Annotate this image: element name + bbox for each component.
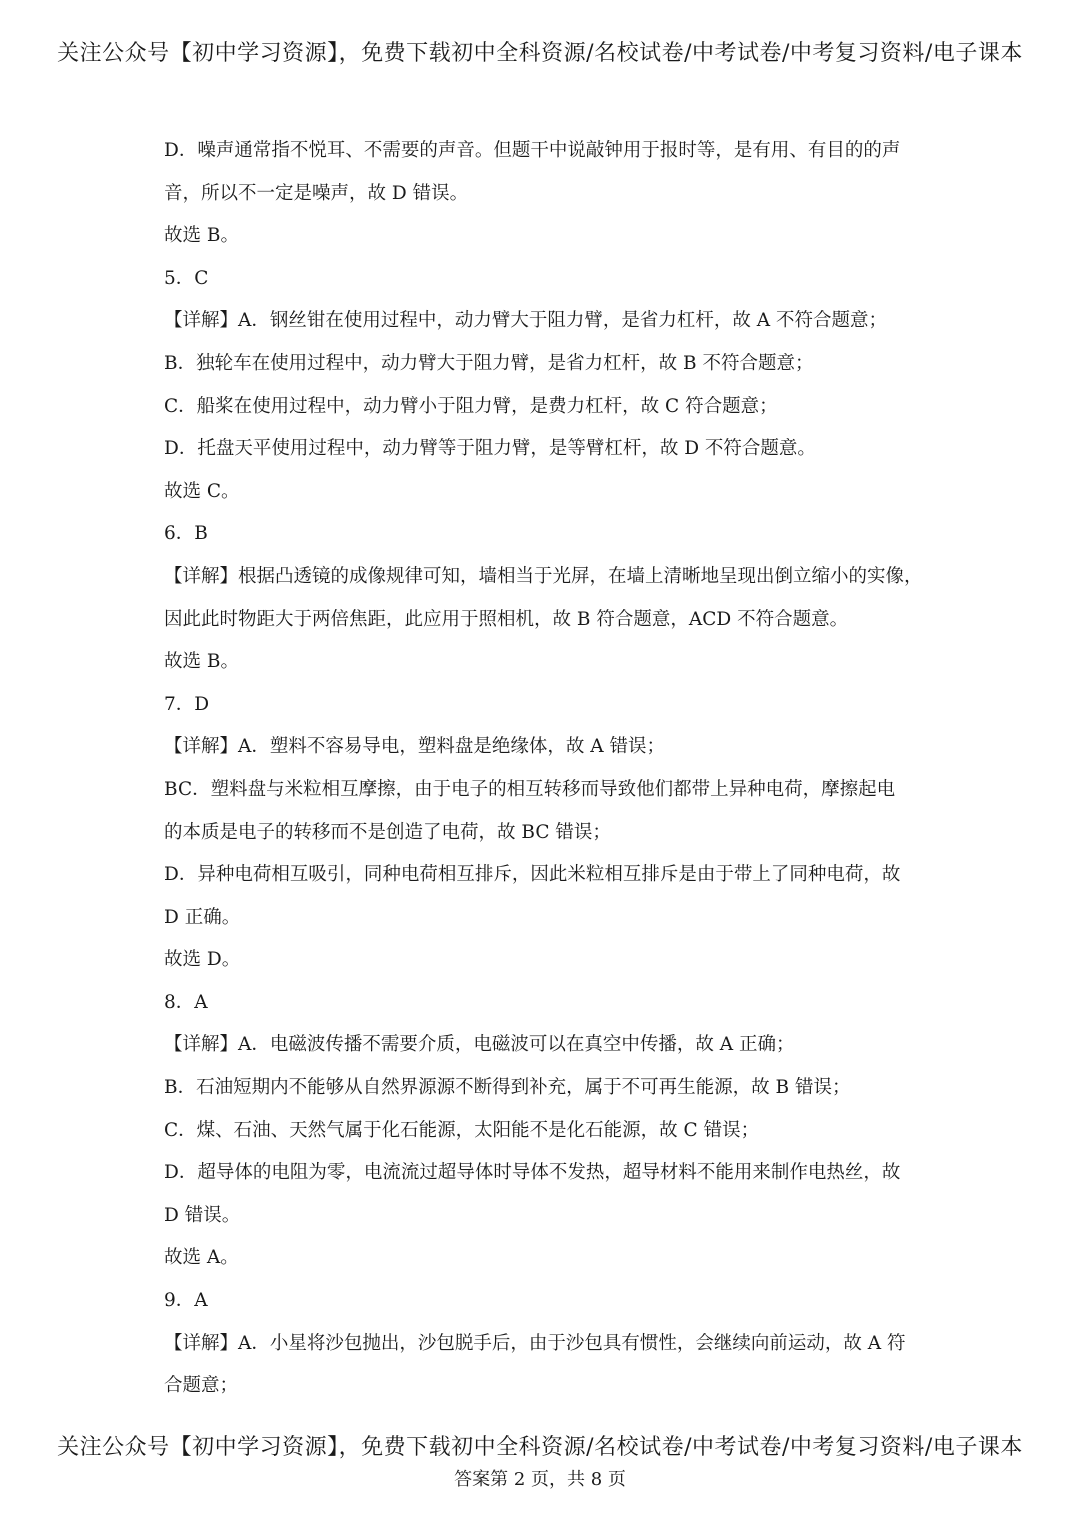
text-line: 【详解】A．小星将沙包抛出，沙包脱手后，由于沙包具有惯性，会继续向前运动，故 A 符 xyxy=(164,1332,906,1354)
text-line: C．船桨在使用过程中，动力臂小于阻力臂，是费力杠杆，故 C 符合题意； xyxy=(164,395,778,417)
text-line: D．异种电荷相互吸引，同种电荷相互排斥，因此米粒相互排斥是由于带上了同种电荷，故 xyxy=(164,864,901,886)
text-line: D．噪声通常指不悦耳、不需要的声音。但题干中说敲钟用于报时等，是有用、有目的的声 xyxy=(164,140,901,161)
text-line: D 正确。 xyxy=(164,906,241,928)
answer-content xyxy=(164,136,924,1414)
text-line: 故选 C。 xyxy=(164,480,240,502)
text-line: BC．塑料盘与米粒相互摩擦，由于电子的相互转移而导致他们都带上异种电荷，摩擦起电 xyxy=(164,778,896,800)
text-line: 因此此时物距大于两倍焦距，此应用于照相机，故 B 符合题意，ACD 不符合题意。 xyxy=(164,608,849,630)
text-line: D．超导体的电阻为零，电流流过超导体时导体不发热，超导材料不能用来制作电热丝，故 xyxy=(164,1162,901,1184)
question-number: 8．A xyxy=(164,991,208,1013)
text-line: 【详解】A．钢丝钳在使用过程中，动力臂大于阻力臂，是省力杠杆，故 A 不符合题意； xyxy=(164,310,887,332)
text-line: 音，所以不一定是噪声，故 D 错误。 xyxy=(164,182,469,204)
page-number: 答案第 2 页，共 8 页 xyxy=(454,1469,626,1490)
question-number: 6．B xyxy=(164,523,208,545)
text-line: 故选 B。 xyxy=(164,651,239,673)
question-number: 7．D xyxy=(164,693,210,715)
text-line: 【详解】A．塑料不容易导电，塑料盘是绝缘体，故 A 错误； xyxy=(164,736,665,758)
text-line: 故选 B。 xyxy=(164,225,239,247)
text-line: B．石油短期内不能够从自然界源源不断得到补充，属于不可再生能源，故 B 错误； xyxy=(164,1077,851,1099)
footer-banner: 关注公众号【初中学习资源】，免费下载初中全科资源/名校试卷/中考试卷/中考复习资料/电子课本 xyxy=(57,1435,1023,1460)
text-line: D．托盘天平使用过程中，动力臂等于阻力臂，是等臂杠杆，故 D 不符合题意。 xyxy=(164,438,816,460)
text-line: 故选 D。 xyxy=(164,949,241,971)
text-line: 【详解】根据凸透镜的成像规律可知，墙相当于光屏，在墙上清晰地呈现出倒立缩小的实像， xyxy=(164,565,923,587)
text-line: B．独轮车在使用过程中，动力臂大于阻力臂，是省力杠杆，故 B 不符合题意； xyxy=(164,352,814,374)
header-banner: 关注公众号【初中学习资源】，免费下载初中全科资源/名校试卷/中考试卷/中考复习资料/电子课本 xyxy=(57,41,1023,66)
question-number: 9．A xyxy=(164,1290,208,1312)
text-line: D 错误。 xyxy=(164,1204,241,1226)
text-line: 合题意； xyxy=(164,1375,239,1397)
text-line: C．煤、石油、天然气属于化石能源，太阳能不是化石能源，故 C 错误； xyxy=(164,1119,760,1141)
text-line: 故选 A。 xyxy=(164,1247,239,1269)
question-number: 5．C xyxy=(164,267,209,289)
text-line: 的本质是电子的转移而不是创造了电荷，故 BC 错误； xyxy=(164,821,611,843)
text-line: 【详解】A．电磁波传播不需要介质，电磁波可以在真空中传播，故 A 正确； xyxy=(164,1034,795,1056)
